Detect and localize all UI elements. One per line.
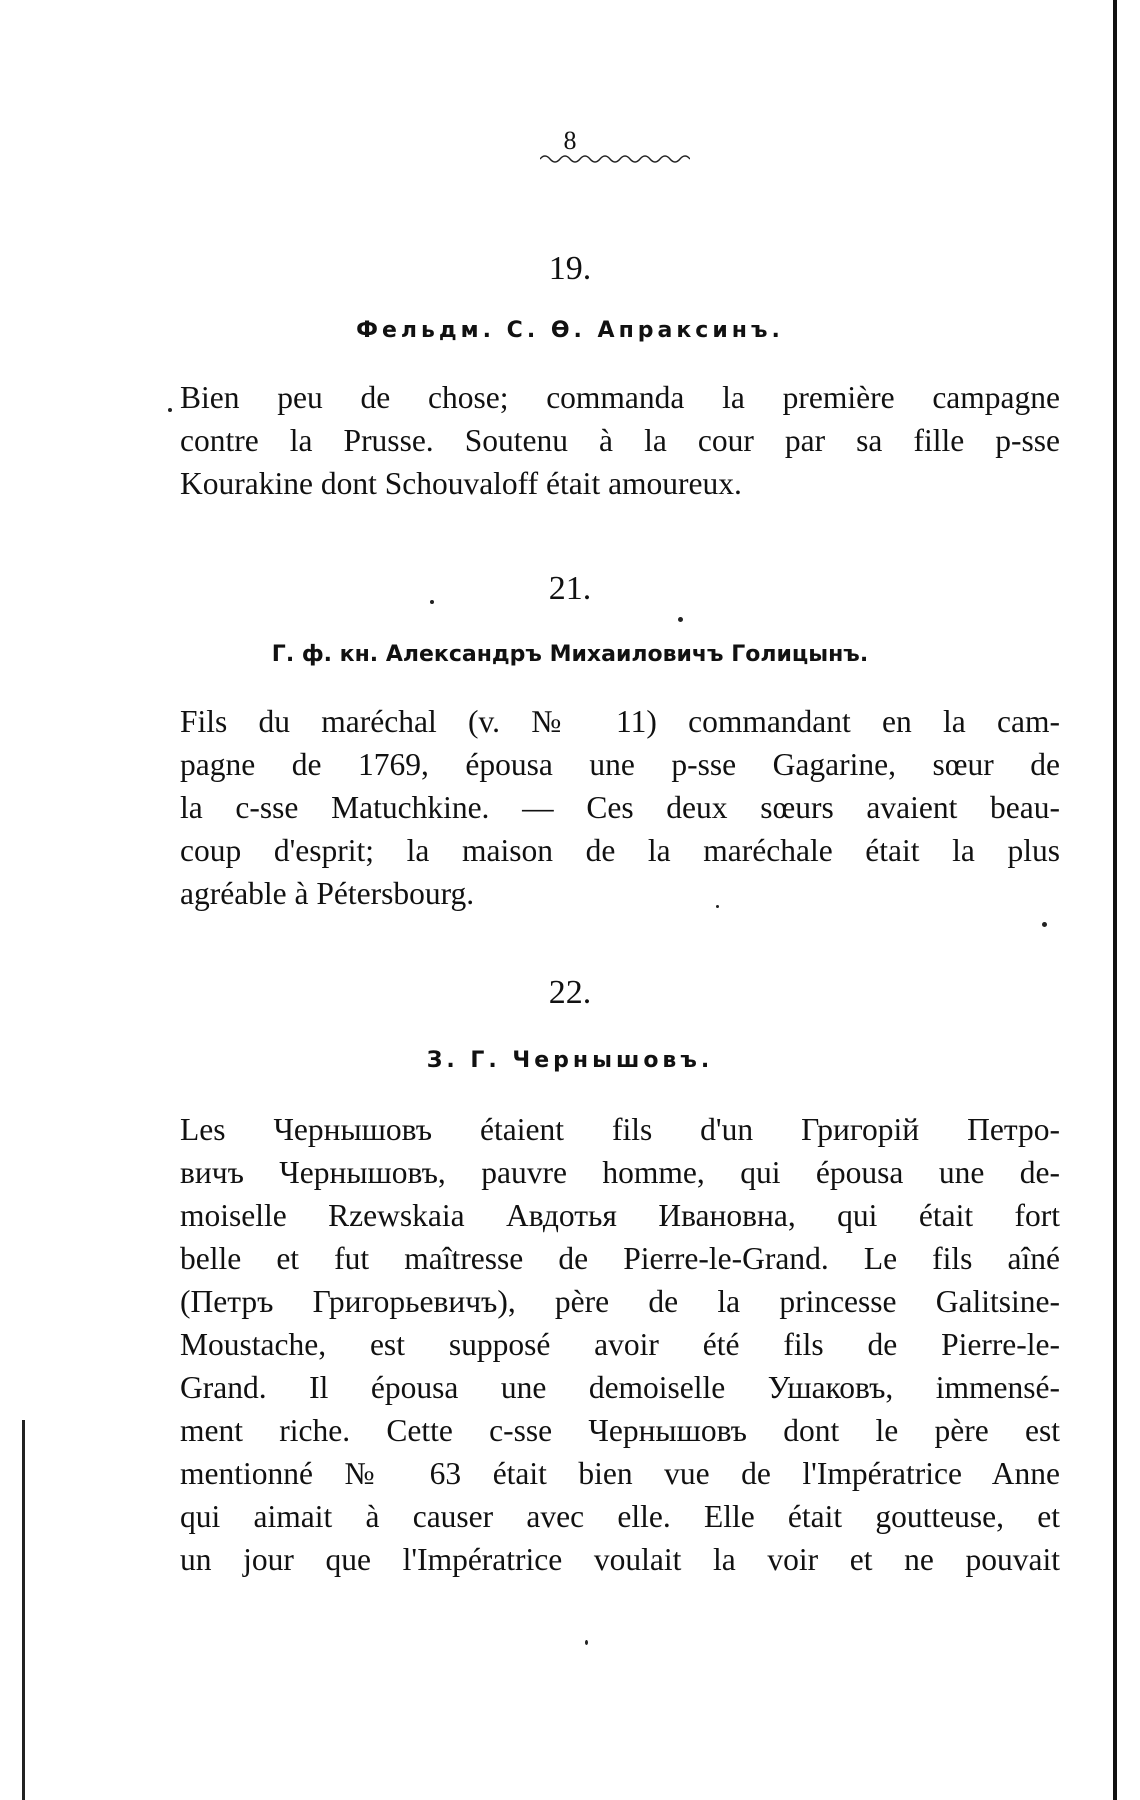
text-line: contre la Prusse. Soutenu à la cour par sa fille p-sse (180, 423, 1060, 458)
text-line: вичъ Чернышовъ, pauvre homme, qui épousa une de- (180, 1155, 1060, 1190)
scan-speck (585, 1640, 588, 1645)
entry-text (180, 700, 1060, 915)
text-line: Kourakine dont Schouvaloff était amoureux. (180, 466, 742, 501)
entry-heading: Фельдм. С. Ѳ. Апраксинъ. (356, 318, 784, 343)
text-line: mentionné № 63 était bien vue de l'Impératrice Anne (180, 1456, 1060, 1491)
entry-text (180, 1108, 1060, 1581)
text-line: Moustache, est supposé avoir été fils de Pierre-le- (180, 1327, 1060, 1362)
text-line: coup d'esprit; la maison de la maréchale était la plus (180, 833, 1060, 868)
entry-text (180, 376, 1060, 505)
wavy-ornament-icon (540, 152, 690, 166)
page-number: 8 (563, 126, 577, 155)
scan-speck (716, 905, 719, 908)
text-line: Grand. Il épousa une demoiselle Ушаковъ, immensé- (180, 1370, 1060, 1405)
entry-number: 19. (548, 250, 592, 287)
text-line: (Петръ Григорьевичъ), père de la princesse Galitsine- (180, 1284, 1060, 1319)
scan-speck (678, 617, 683, 622)
scan-speck (1042, 922, 1047, 927)
text-line: ment riche. Cette c-sse Чернышовъ dont le père est (180, 1413, 1060, 1448)
entry-heading: З. Г. Чернышовъ. (426, 1048, 714, 1073)
text-line: un jour que l'Impératrice voulait la voir et ne pouvait (180, 1542, 1060, 1577)
text-line: Fils du maréchal (v. № 11) commandant en la cam- (180, 704, 1060, 739)
entry-number: 21. (548, 570, 592, 607)
text-line: agréable à Pétersbourg. (180, 876, 475, 911)
page-edge-rule-left (22, 1420, 25, 1800)
text-line: belle et fut maîtresse de Pierre-le-Grand. Le fils aîné (180, 1241, 1060, 1276)
text-line: la c-sse Matuchkine. — Ces deux sœurs avaient beau- (180, 790, 1060, 825)
text-line: qui aimait à causer avec elle. Elle était goutteuse, et (180, 1499, 1060, 1534)
text-line: Bien peu de chose; commanda la première campagne (180, 380, 1060, 415)
entry-heading: Г. ф. кн. Александръ Михаиловичъ Голицынъ. (271, 642, 869, 667)
text-line: Les Чернышовъ étaient fils d'un Григорій Петро- (180, 1112, 1060, 1147)
text-line: pagne de 1769, épousa une p-sse Gagarine, sœur de (180, 747, 1060, 782)
text-line: moiselle Rzewskaia Авдотья Ивановна, qui était fort (180, 1198, 1060, 1233)
entry-number: 22. (548, 974, 592, 1011)
scan-speck (430, 600, 434, 604)
scan-speck (168, 408, 172, 412)
